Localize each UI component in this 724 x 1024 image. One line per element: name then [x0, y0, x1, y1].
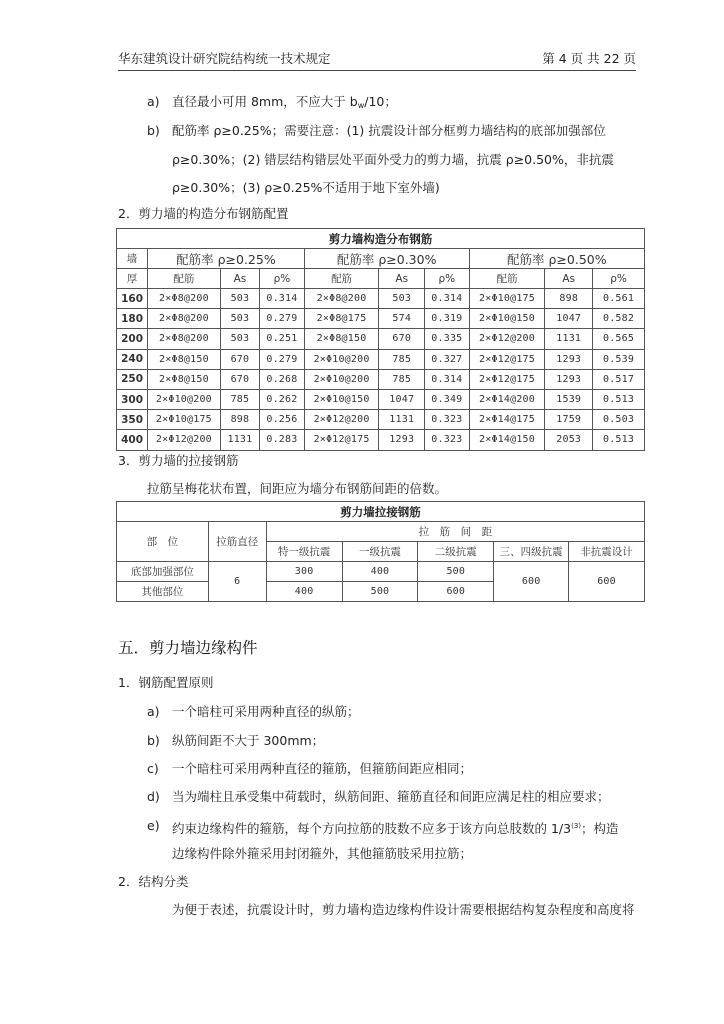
table1-cell: 1047 [379, 389, 425, 409]
table1-cell: 0.335 [425, 329, 470, 349]
table1-col-ratio: ρ% [593, 269, 645, 289]
table1-row [117, 369, 645, 389]
table1-cell: 2×Φ12@200 [148, 430, 221, 450]
table1-cell: 670 [220, 369, 259, 389]
table1-cell: 0.561 [593, 289, 645, 309]
table1-row [117, 430, 645, 450]
table1-cell: 0.319 [425, 309, 470, 329]
distribution-rebar-table [116, 228, 645, 451]
s5-item-e-body: 约束边缘构件的箍筋，每个方向拉筋的肢数不应多于该方向总肢数的 1/3 [172, 821, 572, 836]
section-5-2-text: 为便于表述，抗震设计时，剪力墙构造边缘构件设计需要根据结构复杂程度和高度将 [172, 902, 635, 917]
table1-cell: 0.283 [260, 430, 305, 450]
table1-cell: 2×Φ12@175 [304, 430, 379, 450]
table1-cell: 0.314 [260, 289, 305, 309]
table1-cell: 785 [379, 349, 425, 369]
table2-level-1: 一级抗震 [342, 542, 418, 562]
table1-cell: 503 [379, 289, 425, 309]
table1-cell: 670 [220, 349, 259, 369]
table1-cell: 898 [220, 410, 259, 430]
table2-level-special1: 特一级抗震 [266, 542, 342, 562]
table1-cell: 503 [220, 309, 259, 329]
section-3-title: 3．剪力墙的拉接钢筋 [118, 453, 239, 468]
table1-cell: 0.251 [260, 329, 305, 349]
table1-body [117, 289, 645, 451]
table1-cell: 2×Φ12@200 [469, 329, 545, 349]
item-a-body: 直径最小可用 8mm，不应大于 b [172, 94, 358, 109]
table2-level-non-seismic: 非抗震设计 [569, 542, 645, 562]
item-a-text [172, 94, 397, 114]
table1-cell: 2×Φ8@150 [304, 329, 379, 349]
table1-col-rebar: 配筋 [469, 269, 545, 289]
table2-cell: 500 [342, 582, 418, 602]
s5-item-e-line2: 边缘构件除外箍采用封闭箍外，其他箍筋肢采用拉筋； [172, 846, 473, 861]
table1-group-025: 配筋率 ρ≥0.25% [148, 249, 305, 269]
table1-cell: 2×Φ10@200 [304, 369, 379, 389]
s5-item-e-tail: ；构造 [581, 821, 619, 836]
table1-cell: 2×Φ12@200 [304, 410, 379, 430]
header-title: 华东建筑设计研究院结构统一技术规定 [118, 51, 331, 66]
s5-item-a-mark: a) [147, 704, 160, 719]
table1-cell: 0.503 [593, 410, 645, 430]
table1-wall-header-1: 墙 [117, 249, 148, 269]
header-page-number: 第 4 页 共 22 页 [542, 51, 636, 66]
table1-cell: 2×Φ14@175 [469, 410, 545, 430]
table1-group-030: 配筋率 ρ≥0.30% [304, 249, 469, 269]
table2-diameter-header: 拉筋直径 [208, 522, 266, 562]
table1-cell: 0.513 [593, 389, 645, 409]
table1-cell: 0.256 [260, 410, 305, 430]
s5-item-b-mark: b) [147, 733, 160, 748]
table1-cell: 1293 [379, 430, 425, 450]
s5-item-e-citation: (3) [571, 822, 582, 830]
table2-cell: 600 [418, 582, 494, 602]
table1-wall-thickness: 240 [117, 349, 148, 369]
tie-rebar-table [116, 501, 645, 602]
table1-cell: 0.327 [425, 349, 470, 369]
table1-wall-thickness: 160 [117, 289, 148, 309]
table1-cell: 0.314 [425, 289, 470, 309]
item-b-line3: ρ≥0.30%；(3) ρ≥0.25%不适用于地下室外墙) [172, 180, 440, 195]
s5-item-d-mark: d) [147, 789, 160, 804]
s5-item-c-mark: c) [147, 761, 159, 776]
table1-cell: 2×Φ10@175 [148, 410, 221, 430]
table1-cell: 670 [379, 329, 425, 349]
s5-item-d-text: 当为端柱且承受集中荷载时，纵筋间距、箍筋直径和间距应满足柱的相应要求； [172, 789, 610, 804]
table1-cell: 0.539 [593, 349, 645, 369]
table1-cell: 2×Φ8@175 [304, 309, 379, 329]
table2-part-header: 部 位 [117, 522, 209, 562]
table1-wall-thickness: 300 [117, 389, 148, 409]
table1-cell: 2×Φ12@175 [469, 369, 545, 389]
table1-cell: 2×Φ8@200 [148, 329, 221, 349]
table1-cell: 2×Φ8@200 [148, 289, 221, 309]
table2-spacing-header: 拉 筋 间 距 [266, 522, 644, 542]
table2-row-other-label: 其他部位 [117, 582, 209, 602]
table1-cell: 503 [220, 329, 259, 349]
table1-cell: 0.517 [593, 369, 645, 389]
table1-cell: 898 [545, 289, 593, 309]
table1-cell: 2×Φ8@150 [148, 369, 221, 389]
table1-wall-thickness: 180 [117, 309, 148, 329]
section-3-text: 拉筋呈梅花状布置，间距应为墙分布钢筋间距的倍数。 [147, 481, 448, 496]
section-2-title: 2．剪力墙的构造分布钢筋配置 [118, 206, 289, 221]
table1-cell: 0.314 [425, 369, 470, 389]
table1-cell: 785 [220, 389, 259, 409]
item-b-line2: ρ≥0.30%；(2) 错层结构错层处平面外受力的剪力墙，抗震 ρ≥0.50%，非抗震 [172, 152, 614, 167]
table2-cell: 300 [266, 562, 342, 582]
table1-col-as: As [545, 269, 593, 289]
table1-row [117, 309, 645, 329]
table1-cell: 1131 [545, 329, 593, 349]
table1-wall-thickness: 250 [117, 369, 148, 389]
table1-row [117, 389, 645, 409]
table2-merged-non-seismic: 600 [569, 562, 645, 602]
table1-cell: 2×Φ10@150 [469, 309, 545, 329]
table1-cell: 2×Φ10@200 [304, 349, 379, 369]
table1-row [117, 349, 645, 369]
table2-row-bottom-label: 底部加强部位 [117, 562, 209, 582]
table2-cell: 400 [266, 582, 342, 602]
table1-wall-thickness: 200 [117, 329, 148, 349]
table1-col-ratio: ρ% [260, 269, 305, 289]
table1-cell: 0.513 [593, 430, 645, 450]
table1-cell: 2×Φ10@175 [469, 289, 545, 309]
table1-col-ratio: ρ% [425, 269, 470, 289]
s5-item-e-text [172, 818, 619, 837]
table1-cell: 0.279 [260, 349, 305, 369]
table1-cell: 503 [220, 289, 259, 309]
table1-row [117, 329, 645, 349]
table2-cell: 400 [342, 562, 418, 582]
table1-col-rebar: 配筋 [148, 269, 221, 289]
table2-diameter-value: 6 [208, 562, 266, 602]
table1-cell: 574 [379, 309, 425, 329]
table1-cell: 1131 [220, 430, 259, 450]
table1-wall-thickness: 400 [117, 430, 148, 450]
table1-wall-thickness: 350 [117, 410, 148, 430]
table1-cell: 0.349 [425, 389, 470, 409]
item-a-subscript: w [357, 101, 365, 110]
table2-title: 剪力墙拉接钢筋 [117, 502, 645, 522]
item-a-tail: /10； [364, 94, 397, 109]
s5-item-e-mark: e) [147, 818, 160, 833]
table2-level-2: 二级抗震 [418, 542, 494, 562]
table1-wall-header-2: 厚 [117, 269, 148, 289]
table1-cell: 2×Φ12@175 [469, 349, 545, 369]
table1-cell: 1131 [379, 410, 425, 430]
section-5-2-title: 2．结构分类 [118, 874, 189, 889]
table1-cell: 2×Φ8@200 [304, 289, 379, 309]
table2-cell: 500 [418, 562, 494, 582]
item-b-line1: 配筋率 ρ≥0.25%；需要注意：(1) 抗震设计部分框剪力墙结构的底部加强部位 [172, 123, 606, 138]
item-a-mark: a) [147, 94, 160, 109]
table2-merged-3-4: 600 [494, 562, 569, 602]
table1-cell: 2×Φ10@200 [148, 389, 221, 409]
table1-cell: 0.565 [593, 329, 645, 349]
table1-cell: 0.268 [260, 369, 305, 389]
section-5-heading: 五．剪力墙边缘构件 [118, 639, 258, 657]
page-header [118, 48, 636, 71]
table1-cell: 2×Φ8@200 [148, 309, 221, 329]
table1-cell: 2×Φ14@200 [469, 389, 545, 409]
table1-cell: 0.582 [593, 309, 645, 329]
table1-row [117, 410, 645, 430]
table1-group-050: 配筋率 ρ≥0.50% [469, 249, 644, 269]
s5-item-c-text: 一个暗柱可采用两种直径的箍筋，但箍筋间距应相同； [172, 761, 473, 776]
table1-row [117, 289, 645, 309]
table1-cell: 0.323 [425, 410, 470, 430]
table1-cell: 0.262 [260, 389, 305, 409]
table1-col-as: As [220, 269, 259, 289]
table1-cell: 1293 [545, 349, 593, 369]
table1-cell: 2×Φ14@150 [469, 430, 545, 450]
table1-cell: 785 [379, 369, 425, 389]
table1-cell: 2×Φ8@150 [148, 349, 221, 369]
table1-cell: 0.279 [260, 309, 305, 329]
table1-col-rebar: 配筋 [304, 269, 379, 289]
table2-level-3-4: 三、四级抗震 [494, 542, 569, 562]
section-5-1-title: 1．钢筋配置原则 [118, 675, 214, 690]
table1-cell: 1759 [545, 410, 593, 430]
table1-title: 剪力墙构造分布钢筋 [117, 229, 645, 249]
table1-cell: 1047 [545, 309, 593, 329]
table1-cell: 1293 [545, 369, 593, 389]
table1-cell: 2053 [545, 430, 593, 450]
item-b-mark: b) [147, 123, 160, 138]
s5-item-b-text: 纵筋间距不大于 300mm； [172, 733, 325, 748]
table1-cell: 0.323 [425, 430, 470, 450]
table1-col-as: As [379, 269, 425, 289]
table1-cell: 1539 [545, 389, 593, 409]
table1-cell: 2×Φ10@150 [304, 389, 379, 409]
s5-item-a-text: 一个暗柱可采用两种直径的纵筋； [172, 704, 360, 719]
